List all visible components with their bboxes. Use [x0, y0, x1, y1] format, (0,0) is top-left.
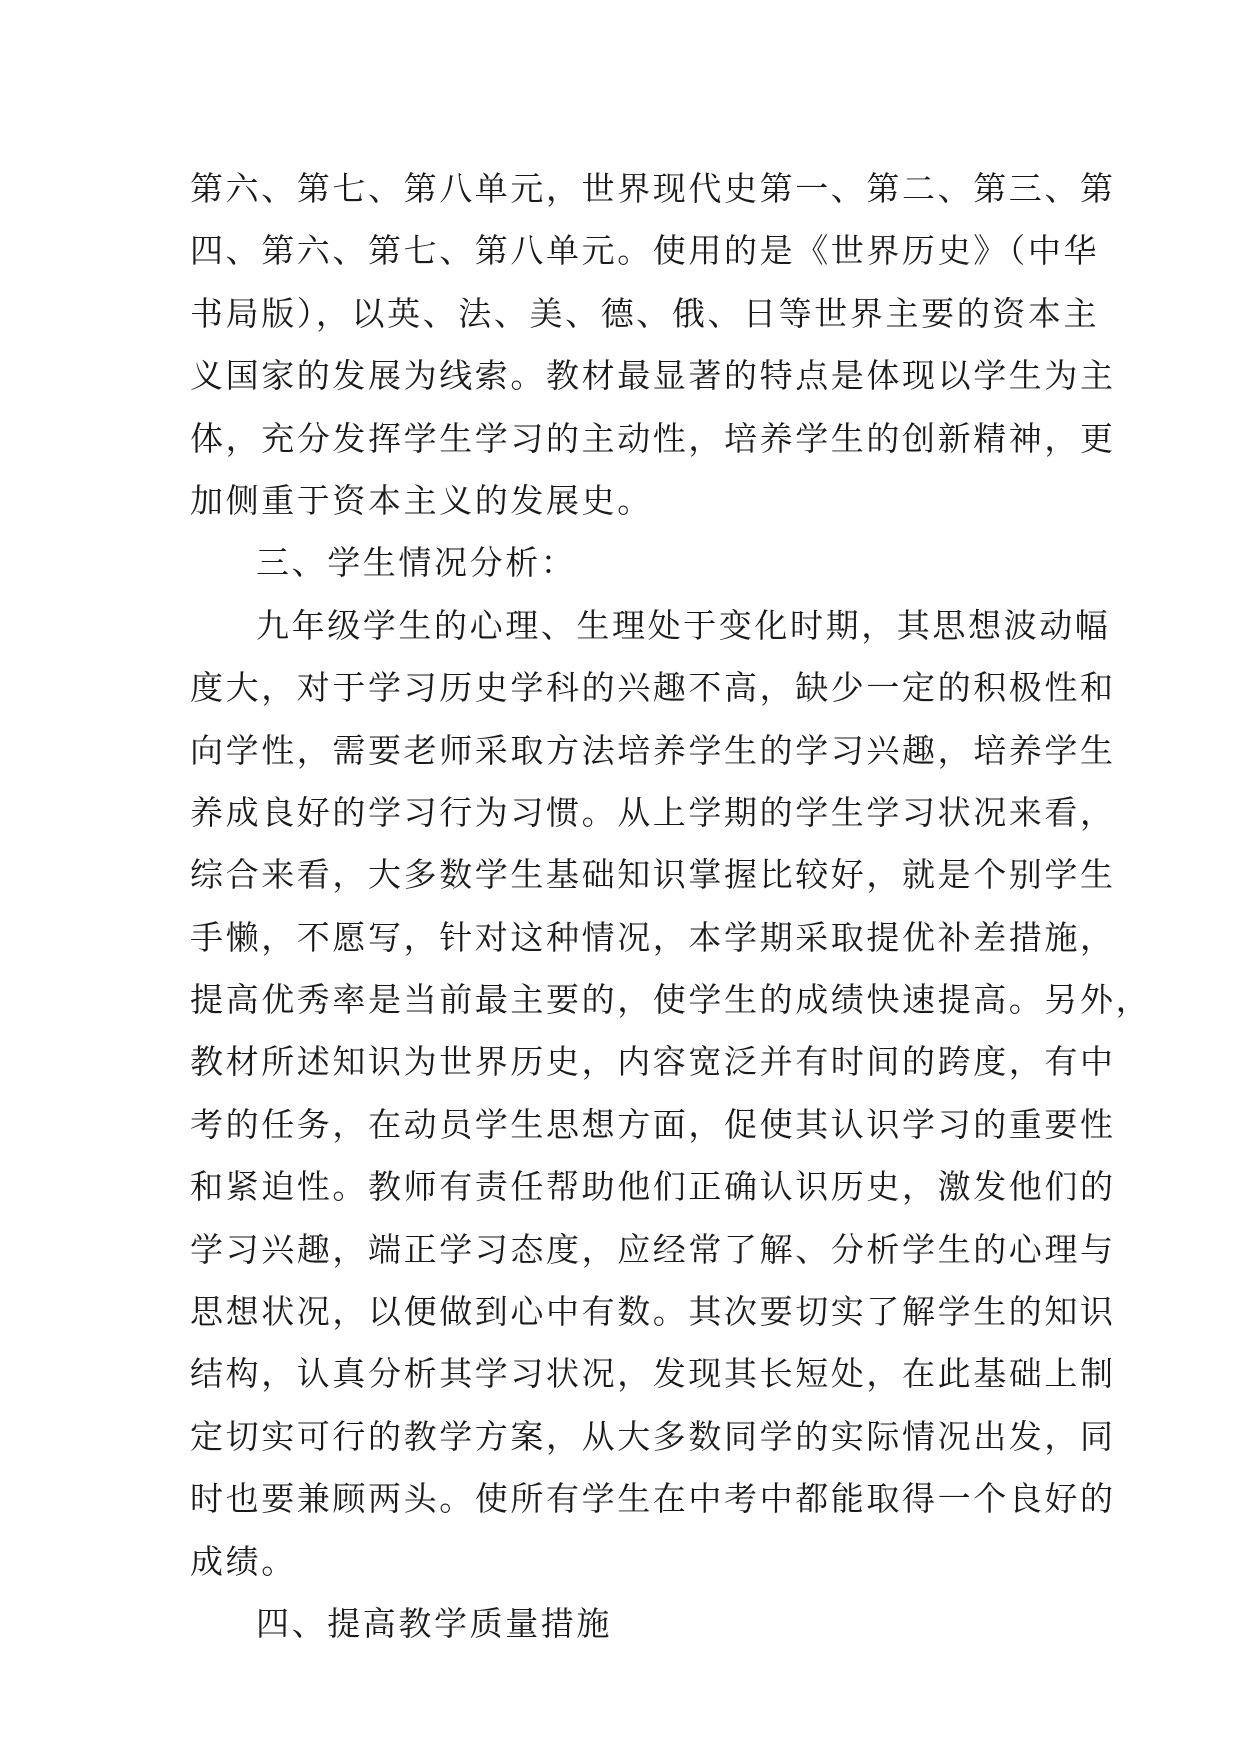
heading-text: 四、提高教学质量措施	[256, 1603, 612, 1643]
text-line: 综合来看，大多数学生基础知识掌握比较好，就是个别学生	[190, 855, 1116, 895]
paragraph-student-analysis	[190, 595, 1152, 1593]
text-line: 养成良好的学习行为习惯。从上学期的学生学习状况来看，	[190, 792, 1116, 832]
text-line: 度大，对于学习历史学科的兴趣不高，缺少一定的积极性和	[190, 668, 1116, 708]
section-heading-quality-measures	[190, 1593, 1052, 1655]
text-line: 义国家的发展为线索。教材最显著的特点是体现以学生为主	[190, 356, 1116, 396]
text-line: 教材所述知识为世界历史，内容宽泛并有时间的跨度，有中	[190, 1042, 1116, 1082]
text-line: 加侧重于资本主义的发展史。	[190, 480, 653, 520]
paragraph-textbook-description	[190, 158, 1116, 532]
text-line: 向学性，需要老师采取方法培养学生的学习兴趣，培养学生	[190, 730, 1116, 770]
text-line: 结构，认真分析其学习状况，发现其长短处，在此基础上制	[190, 1354, 1116, 1394]
text-line: 考的任务，在动员学生思想方面，促使其认识学习的重要性	[190, 1104, 1116, 1144]
text-line: 时也要兼顾两头。使所有学生在中考中都能取得一个良好的	[190, 1479, 1116, 1519]
section-heading-student-analysis	[190, 532, 1052, 594]
text-line: 第六、第七、第八单元，世界现代史第一、第二、第三、第	[190, 169, 1116, 208]
text-line: 思想状况，以便做到心中有数。其次要切实了解学生的知识	[190, 1292, 1116, 1332]
text-line: 手懒，不愿写，针对这种情况，本学期采取提优补差措施，	[190, 917, 1116, 957]
text-line: 四、第六、第七、第八单元。使用的是《世界历史》（中华	[190, 231, 1100, 271]
text-line: 九年级学生的心理、生理处于变化时期，其思想波动幅	[256, 605, 1111, 645]
document-body	[190, 158, 1152, 1655]
text-line: 学习兴趣，端正学习态度，应经常了解、分析学生的心理与	[190, 1229, 1116, 1269]
text-line: 书局版），以英、法、美、德、俄、日等世界主要的资本主	[190, 293, 1100, 333]
text-line: 成绩。	[190, 1541, 297, 1581]
text-line: 和紧迫性。教师有责任帮助他们正确认识历史，激发他们的	[190, 1167, 1116, 1207]
text-line: 体，充分发挥学生学习的主动性，培养学生的创新精神，更	[190, 418, 1116, 458]
text-line: 提高优秀率是当前最主要的，使学生的成绩快速提高。另外，	[190, 980, 1152, 1020]
text-line: 定切实可行的教学方案，从大多数同学的实际情况出发，同	[190, 1416, 1116, 1456]
heading-text: 三、学生情况分析：	[256, 543, 577, 583]
